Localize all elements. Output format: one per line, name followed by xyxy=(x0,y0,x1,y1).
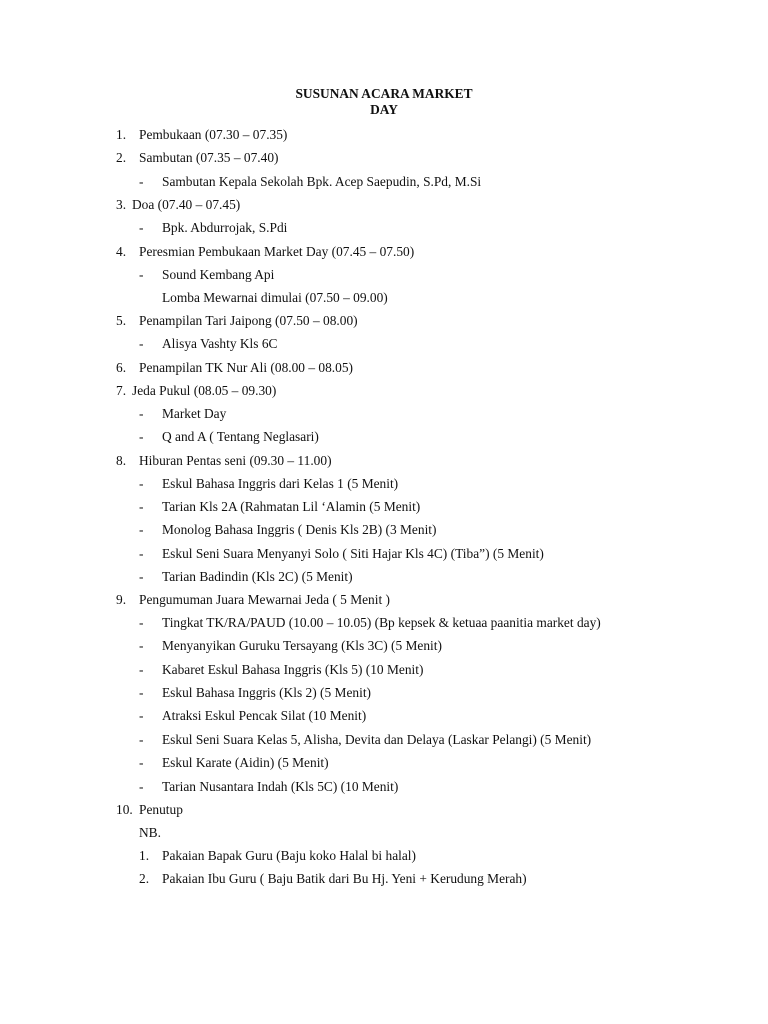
bullet-dash: - xyxy=(139,755,144,770)
list-number: 2. xyxy=(139,871,150,886)
list-item-text: Alisya Vashty Kls 6C xyxy=(162,336,278,351)
list-item-text: Pakaian Bapak Guru (Baju koko Halal bi halal) xyxy=(162,848,416,863)
bullet-dash: - xyxy=(139,499,144,514)
list-item-text: Pengumuman Juara Mewarnai Jeda ( 5 Menit ) xyxy=(139,592,391,607)
list-item-text: Sound Kembang Api xyxy=(162,267,275,282)
bullet-dash: - xyxy=(139,174,144,189)
bullet-dash: - xyxy=(139,220,144,235)
list-number: 8. xyxy=(116,453,127,468)
list-item-text: Penutup xyxy=(139,802,183,817)
bullet-dash: - xyxy=(139,476,144,491)
title-line-2: DAY xyxy=(370,102,398,117)
list-number: 3. xyxy=(116,197,127,212)
bullet-dash: - xyxy=(139,406,144,421)
list-item-text: Doa (07.40 – 07.45) xyxy=(132,197,241,212)
list-number: 9. xyxy=(116,592,127,607)
list-item-text: Atraksi Eskul Pencak Silat (10 Menit) xyxy=(162,708,367,723)
list-item-text: Penampilan Tari Jaipong (07.50 – 08.00) xyxy=(139,313,358,328)
list-item-text: Eskul Seni Suara Menyanyi Solo ( Siti Hajar Kls 4C) (Tiba”) (5 Menit) xyxy=(162,546,544,561)
list-number: 2. xyxy=(116,150,127,165)
bullet-dash: - xyxy=(139,336,144,351)
list-item-text: Eskul Bahasa Inggris dari Kelas 1 (5 Menit) xyxy=(162,476,399,491)
list-number: 10. xyxy=(116,802,133,817)
list-item-text: Jeda Pukul (08.05 – 09.30) xyxy=(132,383,277,398)
list-item-text: Peresmian Pembukaan Market Day (07.45 – 07.50) xyxy=(139,244,415,259)
bullet-dash: - xyxy=(139,638,144,653)
list-number: 1. xyxy=(116,127,127,142)
list-number: 5. xyxy=(116,313,127,328)
bullet-dash: - xyxy=(139,546,144,561)
bullet-dash: - xyxy=(139,662,144,677)
list-item-text: Lomba Mewarnai dimulai (07.50 – 09.00) xyxy=(162,290,388,305)
list-item-text: Hiburan Pentas seni (09.30 – 11.00) xyxy=(139,453,332,468)
bullet-dash: - xyxy=(139,685,144,700)
list-item-text: Pakaian Ibu Guru ( Baju Batik dari Bu Hj. Yeni + Kerudung Merah) xyxy=(162,871,527,886)
bullet-dash: - xyxy=(139,522,144,537)
list-item-text: Sambutan Kepala Sekolah Bpk. Acep Saepudin, S.Pd, M.Si xyxy=(162,174,482,189)
list-item-text: Tarian Badindin (Kls 2C) (5 Menit) xyxy=(162,569,353,584)
list-item-text: Q and A ( Tentang Neglasari) xyxy=(162,429,319,444)
title-line-1: SUSUNAN ACARA MARKET xyxy=(295,86,473,101)
list-number: 6. xyxy=(116,360,127,375)
list-item-text: Menyanyikan Guruku Tersayang (Kls 3C) (5 Menit) xyxy=(162,638,442,653)
list-item-text: Penampilan TK Nur Ali (08.00 – 08.05) xyxy=(139,360,353,375)
list-number: 1. xyxy=(139,848,150,863)
bullet-dash: - xyxy=(139,732,144,747)
list-number: 7. xyxy=(116,383,127,398)
bullet-dash: - xyxy=(139,429,144,444)
list-item-text: Bpk. Abdurrojak, S.Pdi xyxy=(162,220,288,235)
list-item-text: NB. xyxy=(139,825,161,840)
list-item-text: Market Day xyxy=(162,406,227,421)
list-item-text: Eskul Karate (Aidin) (5 Menit) xyxy=(162,755,329,770)
list-item-text: Tarian Nusantara Indah (Kls 5C) (10 Menit) xyxy=(162,779,399,794)
list-item-text: Kabaret Eskul Bahasa Inggris (Kls 5) (10 Menit) xyxy=(162,662,424,677)
bullet-dash: - xyxy=(139,267,144,282)
bullet-dash: - xyxy=(139,779,144,794)
list-number: 4. xyxy=(116,244,127,259)
bullet-dash: - xyxy=(139,615,144,630)
list-item-text: Tarian Kls 2A (Rahmatan Lil ‘Alamin (5 Menit) xyxy=(162,499,421,514)
list-item-text: Eskul Bahasa Inggris (Kls 2) (5 Menit) xyxy=(162,685,372,700)
list-item-text: Monolog Bahasa Inggris ( Denis Kls 2B) (3 Menit) xyxy=(162,522,437,537)
bullet-dash: - xyxy=(139,569,144,584)
list-item-text: Tingkat TK/RA/PAUD (10.00 – 10.05) (Bp kepsek & ketuaa paanitia market day) xyxy=(162,615,601,630)
list-item-text: Eskul Seni Suara Kelas 5, Alisha, Devita dan Delaya (Laskar Pelangi) (5 Menit) xyxy=(162,732,592,747)
list-item-text: Pembukaan (07.30 – 07.35) xyxy=(139,127,288,142)
document-title xyxy=(0,86,768,118)
bullet-dash: - xyxy=(139,708,144,723)
list-item-text: Sambutan (07.35 – 07.40) xyxy=(139,150,279,165)
